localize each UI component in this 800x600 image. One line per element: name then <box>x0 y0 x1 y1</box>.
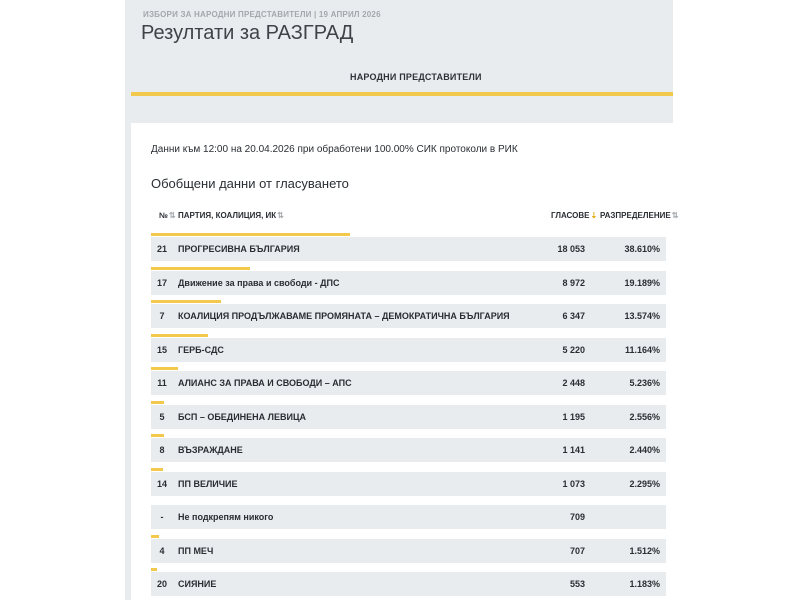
distribution-pct: 11.164% <box>624 345 660 355</box>
table-row[interactable] <box>151 505 666 529</box>
party-number: 11 <box>157 378 167 388</box>
header-party[interactable] <box>178 211 284 220</box>
votes-count: 6 347 <box>562 311 585 321</box>
party-name: КОАЛИЦИЯ ПРОДЪЛЖАВАМЕ ПРОМЯНАТА – ДЕМОКРАТИЧНА БЪЛГАРИЯ <box>178 311 510 321</box>
share-bar <box>151 334 208 337</box>
share-bar <box>151 535 159 538</box>
share-bar <box>151 468 163 471</box>
share-bar <box>151 367 178 370</box>
header-num-label: № <box>159 211 168 220</box>
table-row[interactable] <box>151 371 666 395</box>
votes-count: 553 <box>569 579 585 589</box>
active-tab-indicator <box>131 92 673 96</box>
header-party-label: ПАРТИЯ, КОАЛИЦИЯ, ИК <box>178 211 277 220</box>
table-row[interactable] <box>151 472 666 496</box>
party-name: ПП МЕЧ <box>178 546 214 556</box>
distribution-pct: 2.556% <box>629 412 660 422</box>
party-name: СИЯНИЕ <box>178 579 217 589</box>
party-number: 20 <box>156 579 167 589</box>
table-row[interactable] <box>151 405 666 429</box>
header-votes[interactable] <box>551 211 597 220</box>
distribution-pct: 38.610% <box>624 244 660 254</box>
section-title: Обобщени данни от гласуването <box>151 176 349 191</box>
share-bar <box>151 568 157 571</box>
distribution-pct: 19.189% <box>624 278 660 288</box>
table-row[interactable] <box>151 572 666 596</box>
share-bar <box>151 267 250 270</box>
distribution-pct: 5.236% <box>629 378 660 388</box>
sort-icon: ⇅ <box>168 211 176 220</box>
breadcrumb: ИЗБОРИ ЗА НАРОДНИ ПРЕДСТАВИТЕЛИ | 19 АПРИЛ 2026 <box>143 10 381 19</box>
votes-count: 18 053 <box>557 244 585 254</box>
votes-count: 2 448 <box>562 378 585 388</box>
party-number: 4 <box>159 546 165 556</box>
sort-icon: ⇅ <box>277 211 284 220</box>
votes-count: 1 195 <box>562 412 585 422</box>
party-number: 8 <box>159 445 165 455</box>
table-row[interactable] <box>151 304 666 328</box>
distribution-pct: 1.512% <box>629 546 660 556</box>
header-distribution-label: РАЗПРЕДЕЛЕНИЕ <box>600 211 671 220</box>
party-name: БСП – ОБЕДИНЕНА ЛЕВИЦА <box>178 412 307 422</box>
votes-count: 707 <box>569 546 585 556</box>
sort-icon: ⇅ <box>671 211 679 220</box>
party-number: 7 <box>159 311 165 321</box>
distribution-pct: 2.295% <box>629 479 660 489</box>
table-row[interactable] <box>151 338 666 362</box>
party-name: ПРОГРЕСИВНА БЪЛГАРИЯ <box>178 244 300 254</box>
party-number: 15 <box>156 345 167 355</box>
party-name: Не подкрепям никого <box>178 512 274 522</box>
party-number: 21 <box>156 244 167 254</box>
party-number: 17 <box>156 278 167 288</box>
page-title: Резултати за РАЗГРАД <box>141 22 354 44</box>
header-votes-label: ГЛАСОВЕ <box>551 211 590 220</box>
party-name: Движение за права и свободи - ДПС <box>178 278 340 288</box>
party-number: - <box>160 512 164 522</box>
votes-count: 5 220 <box>562 345 585 355</box>
data-timestamp-text: Данни към 12:00 на 20.04.2026 при обработени 100.00% СИК протоколи в РИК <box>151 144 518 155</box>
sort-desc-icon: ⇣ <box>590 211 598 220</box>
votes-count: 709 <box>569 512 585 522</box>
table-row[interactable] <box>151 271 666 295</box>
party-number: 5 <box>159 412 165 422</box>
party-number: 14 <box>156 479 167 489</box>
share-bar <box>151 434 164 437</box>
distribution-pct: 2.440% <box>629 445 660 455</box>
share-bar <box>151 401 164 404</box>
party-name: ПП ВЕЛИЧИЕ <box>178 479 238 489</box>
table-row[interactable] <box>151 237 666 261</box>
distribution-pct: 1.183% <box>629 579 660 589</box>
table-row[interactable] <box>151 438 666 462</box>
header-distribution[interactable] <box>600 211 678 220</box>
tab-national-representatives[interactable]: НАРОДНИ ПРЕДСТАВИТЕЛИ <box>350 72 482 82</box>
party-name: ГЕРБ-СДС <box>178 345 224 355</box>
party-name: ВЪЗРАЖДАНЕ <box>178 445 243 455</box>
votes-count: 8 972 <box>562 278 585 288</box>
party-name: АЛИАНС ЗА ПРАВА И СВОБОДИ – АПС <box>178 378 352 388</box>
share-bar <box>151 300 221 303</box>
share-bar <box>151 233 350 236</box>
votes-count: 1 073 <box>562 479 585 489</box>
votes-count: 1 141 <box>562 445 585 455</box>
header-num[interactable] <box>159 211 176 220</box>
table-row[interactable] <box>151 539 666 563</box>
distribution-pct: 13.574% <box>624 311 660 321</box>
